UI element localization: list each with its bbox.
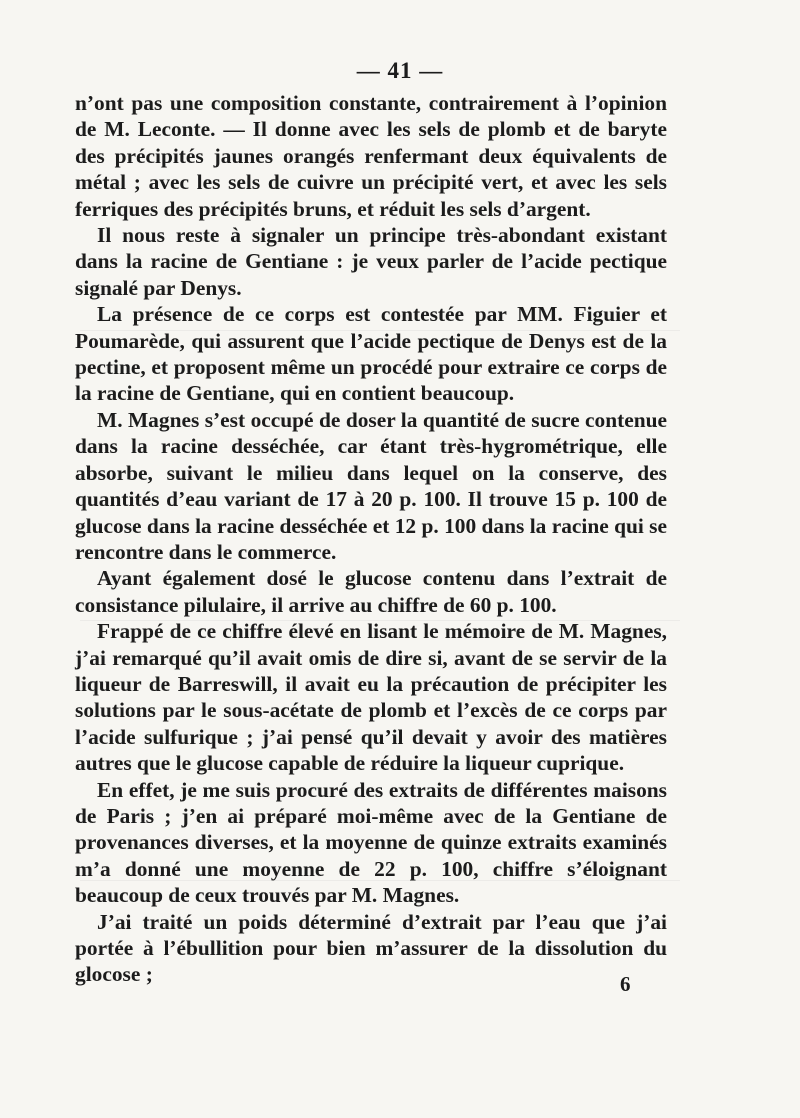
paragraph: n’ont pas une composition constante, contrairement à l’opinion de M. Leconte. — Il donne avec les sels de plomb et de baryte des précipités jaunes orangés renfermant deux équivalents de métal ; avec les sels de cuivre un précipité vert, et avec les sels ferriques des précipités bruns, et réduit les sels d’argent. xyxy=(75,91,667,221)
paragraph: J’ai traité un poids déterminé d’extrait par l’eau que j’ai portée à l’ébullition pour bien m’assurer de la dissolution du glocose ; xyxy=(75,909,667,987)
paragraph: Ayant également dosé le glucose contenu dans l’extrait de consistance pilulaire, il arrive au chiffre de 60 p. 100. xyxy=(75,566,667,617)
paragraph: Frappé de ce chiffre élevé en lisant le mémoire de M. Magnes, j’ai remarqué qu’il avait omis de dire si, avant de se servir de la liqueur de Barreswill, il avait eu la précaution de précipiter les solutions par le sous-acétate de plomb et l’excès de ce corps par l’acide sulfurique ; j’ai pensé qu’il devait y avoir des matières autres que le glucose capable de réduire la liqueur cuprique. xyxy=(75,619,667,776)
body-text xyxy=(75,90,667,988)
paragraph: En effet, je me suis procuré des extraits de différentes maisons de Paris ; j’en ai préparé moi-même avec de la Gentiane de provenances diverses, et la moyenne de quinze extraits examinés m’a donné une moyenne de 22 p. 100, chiffre s’éloignant beaucoup de ceux trouvés par M. Magnes. xyxy=(75,777,667,908)
paragraph: La présence de ce corps est contestée par MM. Figuier et Poumarède, qui assurent que l’acide pectique de Denys est de la pectine, et proposent même un procédé pour extraire ce corps de la racine de Gentiane, qui en contient beaucoup. xyxy=(75,302,667,406)
paragraph: M. Magnes s’est occupé de doser la quantité de sucre contenue dans la racine desséchée, car étant très-hygrométrique, elle absorbe, suivant le milieu dans lequel on la conserve, des quantités d’eau variant de 17 à 20 p. 100. Il trouve 15 p. 100 de glucose dans la racine desséchée et 12 p. 100 dans la racine qui se rencontre dans le commerce. xyxy=(75,407,667,564)
signature-mark: 6 xyxy=(620,972,631,996)
page-number-header: — 41 — xyxy=(356,58,444,83)
paragraph: Il nous reste à signaler un principe très-abondant existant dans la racine de Gentiane : je veux parler de l’acide pectique signalé par Denys. xyxy=(75,223,667,300)
